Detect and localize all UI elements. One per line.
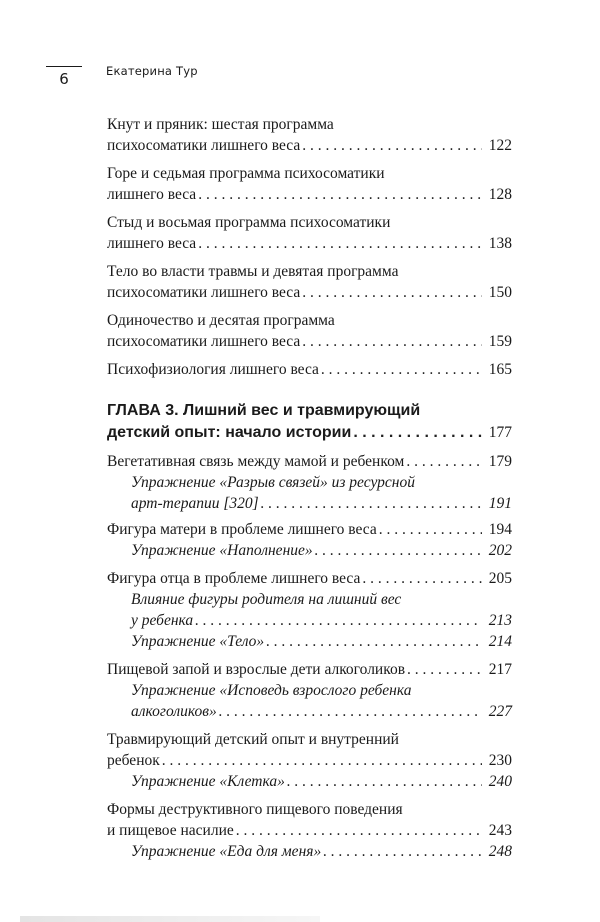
toc-page-number: 202 bbox=[488, 542, 512, 559]
dot-leader bbox=[321, 359, 482, 380]
toc-entry-title: Пищевой запой и взрослые дети алкоголиков bbox=[107, 661, 406, 678]
toc-entry-title: и пищевое насилие bbox=[107, 822, 234, 839]
toc-entry-title: Упражнение «Тело» bbox=[131, 633, 265, 650]
dot-leader bbox=[323, 841, 482, 862]
dot-leader bbox=[162, 750, 482, 771]
toc-entry-title: Стыд и восьмая программа психосоматики bbox=[107, 214, 391, 231]
toc-entry-title: Фигура отца в проблеме лишнего веса bbox=[107, 570, 361, 587]
toc-entry[interactable] bbox=[107, 519, 512, 540]
toc-entry-title: Упражнение «Клетка» bbox=[131, 773, 285, 790]
toc-subentry[interactable] bbox=[107, 680, 512, 722]
toc-page-number: 217 bbox=[488, 661, 512, 678]
toc-page-number: 122 bbox=[488, 137, 512, 154]
toc-subentry[interactable] bbox=[107, 771, 512, 792]
toc-entry-title: у ребенка bbox=[131, 612, 194, 629]
toc-entry-title: Формы деструктивного пищевого поведения bbox=[107, 801, 403, 818]
toc-subentry[interactable] bbox=[107, 540, 512, 561]
toc-entry-title: Фигура матери в проблеме лишнего веса bbox=[107, 521, 377, 538]
toc-entry-title: Травмирующий детский опыт и внутренний bbox=[107, 731, 399, 748]
toc-subentry[interactable] bbox=[107, 841, 512, 862]
dot-leader bbox=[198, 233, 482, 254]
toc-page-number: 240 bbox=[488, 773, 512, 790]
running-head-author: Екатерина Тур bbox=[106, 64, 198, 78]
toc-page-number: 230 bbox=[488, 752, 512, 769]
header-rule bbox=[46, 66, 82, 67]
page-header bbox=[0, 0, 600, 100]
dot-leader bbox=[287, 771, 482, 792]
toc-entry-title: Вегетативная связь между мамой и ребенком bbox=[107, 453, 405, 470]
toc-subentry[interactable] bbox=[107, 472, 512, 514]
toc-entry[interactable] bbox=[107, 310, 512, 352]
toc-entry[interactable] bbox=[107, 163, 512, 205]
toc-entry-title: Упражнение «Исповедь взрослого ребенка bbox=[131, 682, 412, 699]
toc-page-number: 248 bbox=[488, 843, 512, 860]
toc-entry-title: арт-терапии [320] bbox=[131, 495, 259, 512]
toc-page-number: 150 bbox=[488, 284, 512, 301]
toc-entry-title: психосоматики лишнего веса bbox=[107, 284, 301, 301]
page-edge-shadow bbox=[20, 916, 320, 922]
toc-entry-title: Горе и седьмая программа психосоматики bbox=[107, 165, 385, 182]
dot-leader bbox=[236, 820, 482, 841]
toc-entry[interactable] bbox=[107, 451, 512, 472]
dot-leader bbox=[261, 493, 482, 514]
toc-page-number: 138 bbox=[488, 235, 512, 252]
toc-entry-title: Упражнение «Наполнение» bbox=[131, 542, 313, 559]
toc-entry-title: психосоматики лишнего веса bbox=[107, 137, 301, 154]
toc-page-number: 194 bbox=[488, 521, 512, 538]
toc-entry[interactable] bbox=[107, 261, 512, 303]
toc-entry-title: лишнего веса bbox=[107, 186, 197, 203]
toc-page-number: 179 bbox=[488, 453, 512, 470]
toc-page-number: 227 bbox=[488, 703, 512, 720]
toc-entry[interactable] bbox=[107, 568, 512, 589]
dot-leader bbox=[302, 282, 482, 303]
toc-page-number: 128 bbox=[488, 186, 512, 203]
toc-entry-title: детский опыт: начало истории bbox=[107, 424, 352, 441]
toc-page-number: 165 bbox=[488, 361, 512, 378]
toc-entry-title: ребенок bbox=[107, 752, 160, 769]
toc-entry[interactable] bbox=[107, 729, 512, 771]
toc-entry-title: лишнего веса bbox=[107, 235, 197, 252]
toc-page-number: 159 bbox=[488, 333, 512, 350]
toc-entry-title: Одиночество и десятая программа bbox=[107, 312, 335, 329]
dot-leader bbox=[353, 422, 482, 444]
toc-entry-title: Кнут и пряник: шестая программа bbox=[107, 116, 334, 133]
page-number: 6 bbox=[59, 70, 69, 88]
dot-leader bbox=[198, 184, 482, 205]
dot-leader bbox=[219, 701, 482, 722]
toc-entry-title: психосоматики лишнего веса bbox=[107, 333, 301, 350]
toc-entry-title: Упражнение «Разрыв связей» из ресурсной bbox=[131, 474, 415, 491]
toc-entry-title: ГЛАВА 3. Лишний вес и травмирующий bbox=[107, 402, 421, 419]
toc-entry-title: алкоголиков» bbox=[131, 703, 217, 720]
toc-entry-title: Влияние фигуры родителя на лишний вес bbox=[131, 591, 402, 608]
toc-entry-title: Тело во власти травмы и девятая программа bbox=[107, 263, 399, 280]
toc-page-number: 213 bbox=[488, 612, 512, 629]
toc-subentry[interactable] bbox=[107, 589, 512, 631]
toc-page-number: 214 bbox=[488, 633, 512, 650]
toc-page-number: 205 bbox=[488, 570, 512, 587]
toc-entry[interactable] bbox=[107, 799, 512, 841]
dot-leader bbox=[302, 331, 482, 352]
dot-leader bbox=[406, 451, 482, 472]
toc-page-number: 177 bbox=[488, 424, 512, 441]
toc-entry[interactable] bbox=[107, 212, 512, 254]
dot-leader bbox=[302, 135, 482, 156]
toc-entry[interactable] bbox=[107, 114, 512, 156]
table-of-contents bbox=[107, 114, 512, 862]
dot-leader bbox=[315, 540, 482, 561]
dot-leader bbox=[195, 610, 482, 631]
toc-page-number: 243 bbox=[488, 822, 512, 839]
dot-leader bbox=[266, 631, 482, 652]
toc-entry-title: Упражнение «Еда для меня» bbox=[131, 843, 322, 860]
dot-leader bbox=[362, 568, 482, 589]
toc-page-number: 191 bbox=[488, 495, 512, 512]
dot-leader bbox=[407, 659, 482, 680]
dot-leader bbox=[379, 519, 482, 540]
toc-subentry[interactable] bbox=[107, 631, 512, 652]
toc-entry[interactable] bbox=[107, 359, 512, 380]
toc-chapter-heading[interactable] bbox=[107, 400, 512, 444]
toc-entry-title: Психофизиология лишнего веса bbox=[107, 361, 319, 378]
toc-entry[interactable] bbox=[107, 659, 512, 680]
